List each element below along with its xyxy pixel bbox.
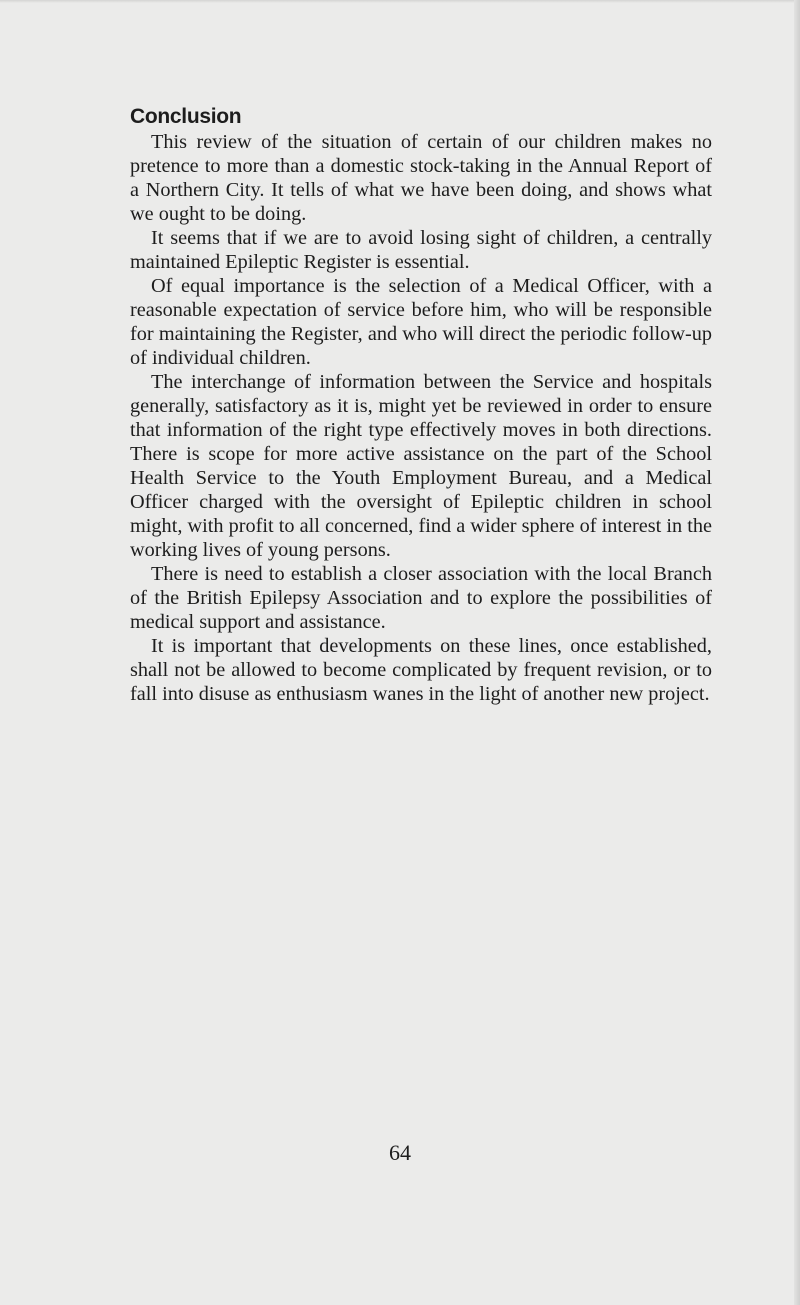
paragraph-1: This review of the situation of certain of our children makes no pretence to more than a domestic stock-taking in the Annual Report of a Northern City. It tells of what we have been doing, and shows what we ought to be doing.: [130, 131, 712, 225]
document-body: [130, 104, 712, 706]
paragraph-3: Of equal importance is the selection of a Medical Officer, with a reasonable expectation of service before him, who will be responsible for maintaining the Register, and who will direct the periodic follow-up of individual children.: [130, 275, 712, 369]
paragraph-6: It is important that developments on these lines, once established, shall not be allowed to become complicated by frequent revision, or to fall into disuse as enthusiasm wanes in the light of another new project.: [130, 635, 712, 705]
page-number: 64: [389, 1140, 411, 1165]
paragraph-2: It seems that if we are to avoid losing sight of children, a centrally maintained Epileptic Register is essential.: [130, 227, 712, 273]
section-heading: Conclusion: [130, 105, 242, 128]
page-top-edge: [0, 0, 800, 3]
paragraph-5: There is need to establish a closer association with the local Branch of the British Epilepsy Association and to explore the possibilities of medical support and assistance.: [130, 563, 712, 633]
page-binding-edge: [794, 0, 800, 1305]
paragraph-4: The interchange of information between the Service and hospitals generally, satisfactory as it is, might yet be reviewed in order to ensure that information of the right type effectively moves in both directions. There is scope for more active assistance on the part of the School Health Service to the Youth Employment Bureau, and a Medical Officer charged with the oversight of Epileptic children in school might, with profit to all concerned, find a wider sphere of interest in the working lives of young persons.: [130, 371, 712, 561]
